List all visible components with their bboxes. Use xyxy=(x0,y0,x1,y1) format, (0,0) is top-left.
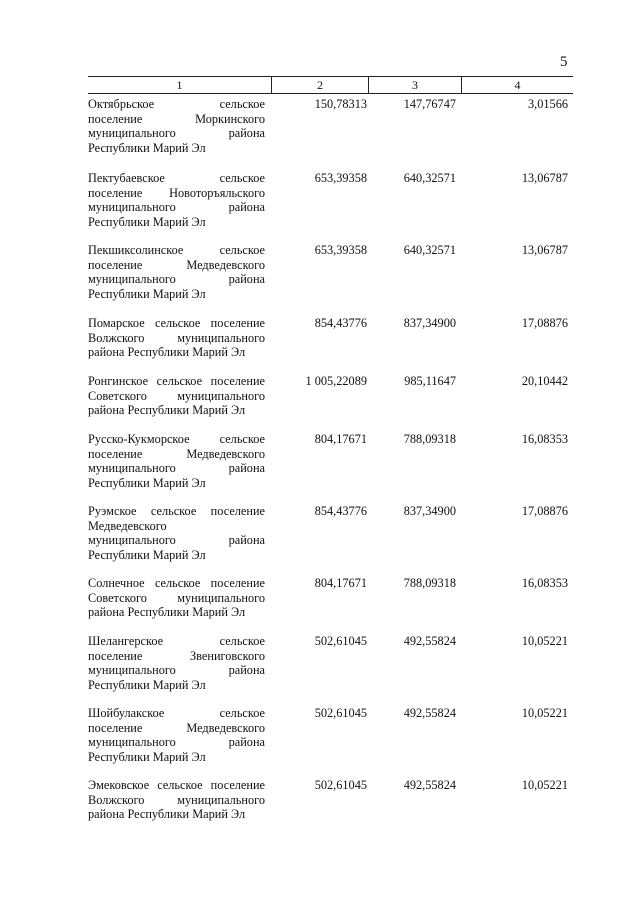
value-col-4: 16,08353 xyxy=(521,576,568,590)
settlement-name-line: поселение Моркинского xyxy=(88,111,265,126)
settlement-name-line: муниципального района xyxy=(88,663,265,678)
settlement-name-line: поселение Звениговского xyxy=(88,648,265,663)
value-col-4: 10,05221 xyxy=(521,634,568,648)
settlement-name-line: Руэмское сельское поселение xyxy=(88,504,265,518)
settlement-name xyxy=(88,576,265,620)
settlement-name xyxy=(88,504,265,562)
settlement-name-line: Республики Марий Эл xyxy=(88,286,206,301)
settlement-name-line: муниципального района xyxy=(88,533,265,548)
settlement-name-line: Пекшиксолинское сельское xyxy=(88,243,265,257)
settlement-name xyxy=(88,706,265,764)
settlement-name-line: Советского муниципального xyxy=(88,388,265,403)
settlement-name-line: района Республики Марий Эл xyxy=(88,605,246,620)
settlement-name-line: поселение Медведевского xyxy=(88,257,265,272)
settlement-name-line: муниципального района xyxy=(88,461,265,476)
value-col-3: 147,76747 xyxy=(403,97,456,111)
value-col-3: 837,34900 xyxy=(403,316,456,330)
value-col-2: 804,17671 xyxy=(314,576,367,590)
value-col-3: 492,55824 xyxy=(403,634,456,648)
value-col-2: 854,43776 xyxy=(314,504,367,518)
settlement-name-line: Русско-Кукморское сельское xyxy=(88,432,265,446)
value-col-2: 1 005,22089 xyxy=(305,374,367,388)
settlement-name-line: Шойбулакское сельское xyxy=(88,706,265,720)
value-col-4: 13,06787 xyxy=(521,243,568,257)
settlement-name-line: муниципального района xyxy=(88,735,265,750)
value-col-3: 640,32571 xyxy=(403,243,456,257)
settlement-name-line: Советского муниципального xyxy=(88,590,265,605)
value-col-4: 3,01566 xyxy=(528,97,568,111)
settlement-name-line: Ронгинское сельское поселение xyxy=(88,374,265,388)
settlement-name xyxy=(88,432,265,490)
value-col-3: 788,09318 xyxy=(403,576,456,590)
value-col-2: 653,39358 xyxy=(314,243,367,257)
settlement-name-line: Республики Марий Эл xyxy=(88,749,206,764)
settlement-name xyxy=(88,243,265,301)
header-col-4: 4 xyxy=(514,78,521,92)
settlement-name-line: Республики Марий Эл xyxy=(88,677,206,692)
value-col-3: 492,55824 xyxy=(403,706,456,720)
settlement-name-line: Республики Марий Эл xyxy=(88,214,206,229)
value-col-2: 854,43776 xyxy=(314,316,367,330)
settlement-name xyxy=(88,634,265,692)
settlement-name-line: Республики Марий Эл xyxy=(88,475,206,490)
settlement-name-line: Шелангерское сельское xyxy=(88,634,265,648)
settlement-name-line: Волжского муниципального xyxy=(88,792,265,807)
settlement-name xyxy=(88,374,265,418)
value-col-2: 502,61045 xyxy=(314,706,367,720)
settlement-name-line: района Республики Марий Эл xyxy=(88,403,246,418)
settlement-name-line: Помарское сельское поселение xyxy=(88,316,265,330)
value-col-3: 985,11647 xyxy=(404,374,456,388)
value-col-2: 804,17671 xyxy=(314,432,367,446)
value-col-3: 788,09318 xyxy=(403,432,456,446)
settlement-name-line: Пектубаевское сельское xyxy=(88,171,265,185)
settlement-name-line: Волжского муниципального xyxy=(88,330,265,345)
value-col-2: 502,61045 xyxy=(314,634,367,648)
value-col-4: 10,05221 xyxy=(521,706,568,720)
settlement-name-line: Республики Марий Эл xyxy=(88,140,206,155)
settlement-name-line: Солнечное сельское поселение xyxy=(88,576,265,590)
settlement-name-line: Эмековское сельское поселение xyxy=(88,778,265,792)
value-col-2: 150,78313 xyxy=(314,97,367,111)
header-col-1: 1 xyxy=(176,78,183,92)
table-header xyxy=(88,76,573,94)
settlement-name-line: поселение Новоторъяльского xyxy=(88,185,265,200)
value-col-4: 20,10442 xyxy=(521,374,568,388)
value-col-3: 837,34900 xyxy=(403,504,456,518)
settlement-name xyxy=(88,97,265,155)
value-col-4: 13,06787 xyxy=(521,171,568,185)
header-col-3: 3 xyxy=(412,78,418,92)
settlement-name xyxy=(88,171,265,229)
settlement-name-line: поселение Медведевского xyxy=(88,720,265,735)
settlement-name-line: Октябрьское сельское xyxy=(88,97,265,111)
value-col-4: 16,08353 xyxy=(521,432,568,446)
settlement-name-line: муниципального района xyxy=(88,126,265,141)
settlement-name xyxy=(88,316,265,360)
settlement-name xyxy=(88,778,265,822)
value-col-2: 653,39358 xyxy=(314,171,367,185)
value-col-4: 10,05221 xyxy=(521,778,568,792)
value-col-3: 492,55824 xyxy=(403,778,456,792)
settlement-name-line: Медведевского xyxy=(88,518,167,533)
settlement-name-line: района Республики Марий Эл xyxy=(88,345,246,360)
allocation-table xyxy=(88,76,573,94)
page-number: 5 xyxy=(560,54,568,70)
header-col-2: 2 xyxy=(317,78,323,92)
settlement-name-line: Республики Марий Эл xyxy=(88,547,206,562)
value-col-3: 640,32571 xyxy=(403,171,456,185)
value-col-2: 502,61045 xyxy=(314,778,367,792)
value-col-4: 17,08876 xyxy=(521,504,568,518)
settlement-name-line: поселение Медведевского xyxy=(88,446,265,461)
settlement-name-line: муниципального района xyxy=(88,200,265,215)
settlement-name-line: муниципального района xyxy=(88,272,265,287)
settlement-name-line: района Республики Марий Эл xyxy=(88,807,246,822)
value-col-4: 17,08876 xyxy=(521,316,568,330)
